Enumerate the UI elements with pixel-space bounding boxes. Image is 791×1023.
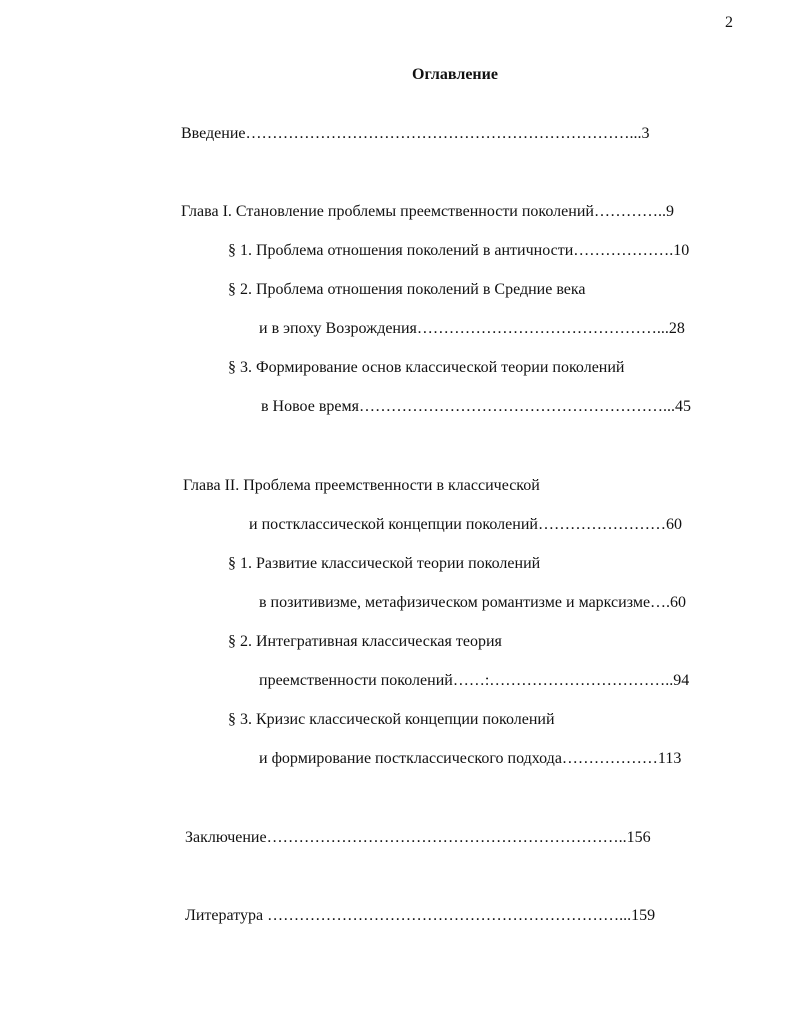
toc-entry-ch2-section-1: § 1. Развитие классической теории поколений bbox=[228, 555, 541, 572]
toc-entry-introduction: Введение………………………………………………………………...3 bbox=[181, 125, 650, 142]
page-title: Оглавление bbox=[412, 66, 498, 83]
toc-entry-ch2-section-3-cont: и формирование постклассического подхода………………113 bbox=[259, 750, 682, 767]
toc-entry-ch2-section-2: § 2. Интегративная классическая теория bbox=[228, 633, 502, 650]
toc-entry-chapter-1: Глава I. Становление проблемы преемственности поколений…………..9 bbox=[181, 203, 674, 220]
toc-entry-conclusion: Заключение…………………………………………………………..156 bbox=[185, 829, 651, 846]
toc-entry-ch1-section-2: § 2. Проблема отношения поколений в Средние века bbox=[228, 281, 586, 298]
toc-entry-ch2-section-3: § 3. Кризис классической концепции поколений bbox=[228, 711, 555, 728]
toc-entry-ch1-section-2-cont: и в эпоху Возрождения………………………………………...28 bbox=[259, 320, 685, 337]
toc-entry-ch2-section-2-cont: преемственности поколений……:……………………………..94 bbox=[259, 672, 690, 689]
toc-entry-chapter-2: Глава II. Проблема преемственности в классической bbox=[183, 477, 540, 494]
toc-entry-ch2-section-1-cont: в позитивизме, метафизическом романтизме и марксизме….60 bbox=[259, 594, 687, 611]
toc-entry-ch1-section-1: § 1. Проблема отношения поколений в античности……………….10 bbox=[228, 242, 690, 259]
page-number: 2 bbox=[725, 14, 733, 31]
toc-entry-ch1-section-3-cont: в Новое время…………………………………………………...45 bbox=[261, 398, 691, 415]
toc-entry-literature: Литература …………………………………………………………...159 bbox=[185, 907, 656, 924]
toc-entry-ch1-section-3: § 3. Формирование основ классической теории поколений bbox=[228, 359, 625, 376]
toc-entry-chapter-2-cont: и постклассической концепции поколений……………………60 bbox=[249, 516, 682, 533]
